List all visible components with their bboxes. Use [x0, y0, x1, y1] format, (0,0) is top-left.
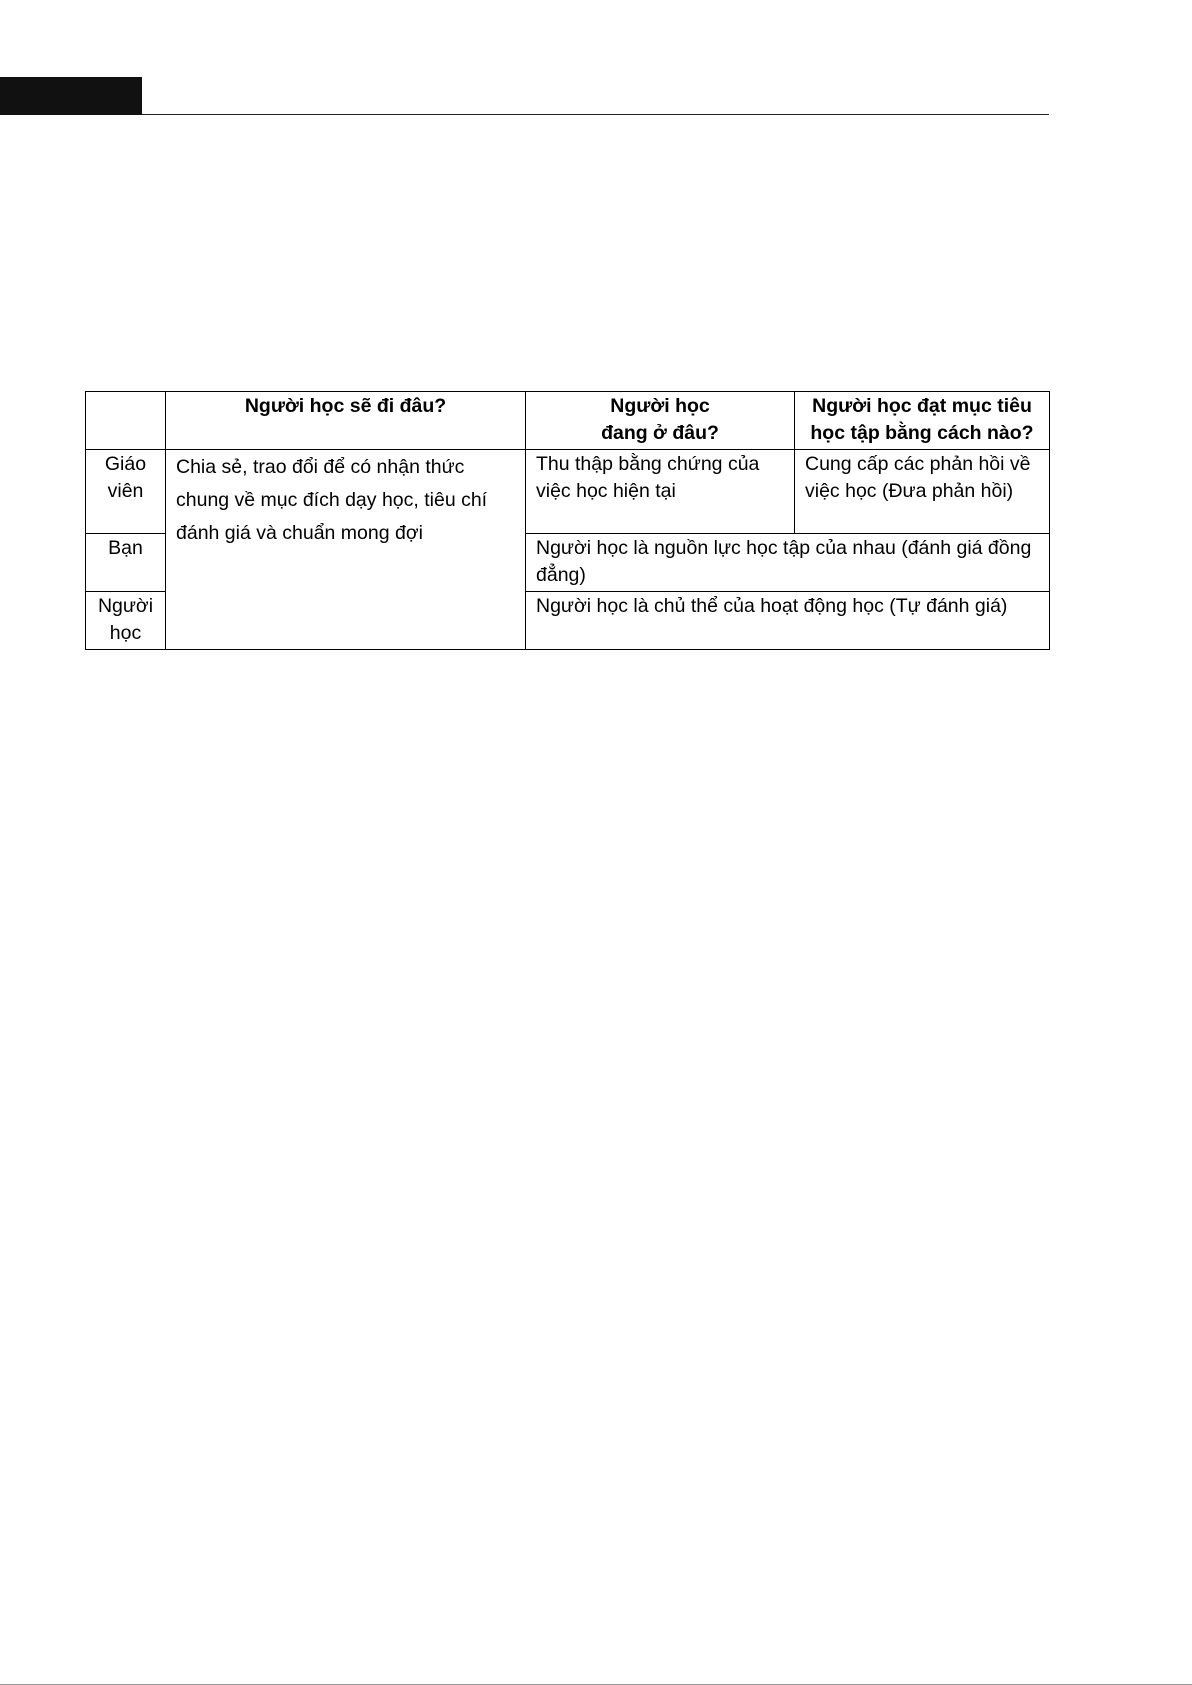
cell-teacher-feedback: Cung cấp các phản hồi về việc học (Đưa phản hồi) — [795, 450, 1050, 534]
assessment-table — [85, 391, 1050, 650]
table-header-row — [86, 392, 1050, 450]
header-black-block — [0, 77, 142, 115]
row-label-peer: Bạn — [86, 534, 166, 592]
header-rule — [142, 114, 1049, 115]
header-how-reach: Người học đạt mục tiêu học tập bằng cách nào? — [795, 392, 1050, 450]
cell-goals-shared: Chia sẻ, trao đổi để có nhận thức chung về mục đích dạy học, tiêu chí đánh giá và chuẩn mong đợi — [166, 450, 526, 650]
header-where-now: Người học đang ở đâu? — [526, 392, 795, 450]
row-label-teacher: Giáo viên — [86, 450, 166, 534]
cell-peer-resource: Người học là nguồn lực học tập của nhau (đánh giá đồng đẳng) — [526, 534, 1050, 592]
header-where-going: Người học sẽ đi đâu? — [166, 392, 526, 450]
corner-cell — [86, 392, 166, 450]
cell-teacher-evidence: Thu thập bằng chứng của việc học hiện tại — [526, 450, 795, 534]
cell-learner-owner: Người học là chủ thể của hoạt động học (Tự đánh giá) — [526, 592, 1050, 650]
row-label-learner: Người học — [86, 592, 166, 650]
table-row-teacher — [86, 450, 1050, 534]
